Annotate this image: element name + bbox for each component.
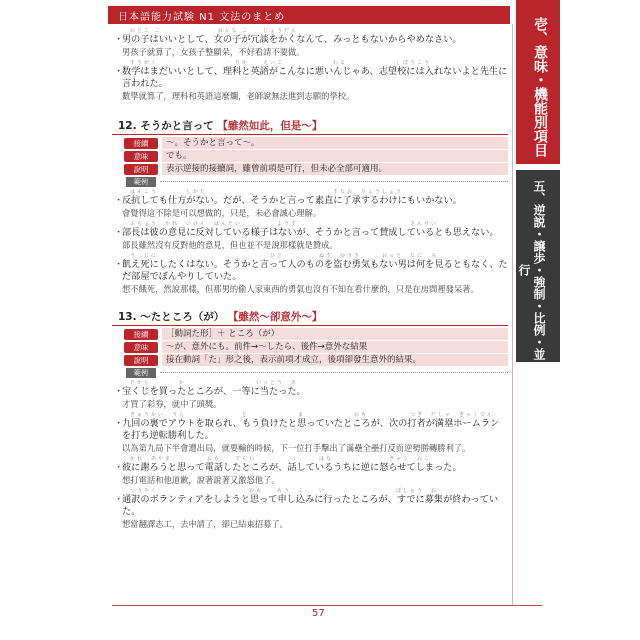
example-jp: 彼に謝ろうと思って電話したところが、話しているうちに逆に怒らせてしまった。 xyxy=(122,462,462,473)
furigana: たから か いっとう あ xyxy=(130,380,299,386)
section-12-meaning: 【雖然如此，但是～】 xyxy=(217,120,323,132)
imi-text: ～が、意外にも。前件→～したら、後件→意外な結果 xyxy=(162,341,508,353)
example-label-row xyxy=(112,176,508,187)
definition-row xyxy=(112,328,508,340)
section-12-definition xyxy=(112,137,508,187)
example-jp: 九回の裏でアウトを取られ、もう負けたと思っていたところが、次の打者が満塁ホームランを打ち逆転勝利した。 xyxy=(122,418,500,441)
example-zh: 部長雖然沒有反對他的意見，但也並不是說那樣就是贊成。 xyxy=(122,240,338,250)
section-13-title xyxy=(112,307,508,326)
bullet-icon: ・ xyxy=(114,494,124,505)
example-zh: 想打電話和他道歉，說著說著又激怒他了。 xyxy=(122,475,280,485)
setsumei-text: 表示逆接的接續詞，雖曾前項是可行，但未必全部可適用。 xyxy=(162,163,508,175)
example-item xyxy=(112,60,508,102)
example-item xyxy=(112,488,508,530)
section-12-title xyxy=(112,116,508,135)
bullet-icon: ・ xyxy=(114,462,124,473)
definition-row xyxy=(112,341,508,353)
definition-row xyxy=(112,137,508,149)
example-item xyxy=(112,189,508,219)
example-label: 範例 xyxy=(126,177,156,187)
example-zh: 想不餓死，然說那樣，但那男的偷人家東西的勇氣也沒有不知在看什麼的，只是在房間裡發呆著。 xyxy=(122,284,479,294)
definition-row xyxy=(112,163,508,175)
side-tab-chapter-text: 壱、意味・機能別項目 xyxy=(532,17,548,157)
example-jp: 宝くじを買ったところが、一等に当たった。 xyxy=(122,386,306,397)
example-zh: 會覺得這不除是可以想做的，只是，未必會誠心理解。 xyxy=(122,208,322,218)
right-rule xyxy=(512,24,513,606)
bullet-icon: ・ xyxy=(114,195,124,206)
setsumei-label: 說明 xyxy=(124,164,158,175)
imi-label: 意味 xyxy=(124,151,158,162)
furigana: ぶちょう かれ いけん はんたい ようす さんせい xyxy=(130,221,439,227)
example-item xyxy=(112,221,508,251)
section-13-definition xyxy=(112,328,508,378)
bullet-icon: ・ xyxy=(114,66,124,77)
imi-text: でも。 xyxy=(162,150,508,162)
furigana: はんこう しかた すなお りょうしょう xyxy=(130,189,404,195)
example-item xyxy=(112,253,508,295)
furigana: つうやく おも もう こ い ぼしゅう お xyxy=(130,488,439,494)
example-jp: 通訳のボランティアをしようと思って申し込みに行ったところが、すでに募集が終わっていた。 xyxy=(122,494,499,517)
bullet-icon: ・ xyxy=(114,34,124,45)
setsumei-text: 接在動詞「た」形之後，表示前項才成立，後項卻發生意外的結果。 xyxy=(162,354,508,366)
setsuzoku-text: ［動詞た形］＋ ところ（が） xyxy=(162,328,508,340)
furigana: う じに ひと ぬす ゆうき おっと なに み xyxy=(130,253,439,259)
side-tab-section-text: 五、逆説・譲歩・強制・比例・並行 xyxy=(517,180,546,360)
dotted-divider xyxy=(160,181,508,182)
bullet-icon: ・ xyxy=(114,227,124,238)
bullet-icon: ・ xyxy=(114,418,124,429)
dotted-divider xyxy=(160,372,508,373)
example-item xyxy=(112,28,508,58)
content xyxy=(112,28,508,530)
header-title: 日本語能力試験 N1 文法のまとめ xyxy=(118,12,286,23)
setsumei-label: 說明 xyxy=(124,355,158,366)
bullet-icon: ・ xyxy=(114,386,124,397)
bottom-rule xyxy=(112,605,542,606)
side-tab-chapter xyxy=(516,0,560,164)
page-number: 57 xyxy=(312,608,325,619)
example-zh: 數學就算了，理科和英語這麼爛，老師說無法進到志願的學校。 xyxy=(122,91,355,101)
example-zh: 才買了彩券，就中了頭獎。 xyxy=(122,399,222,409)
bullet-icon: ・ xyxy=(114,259,124,270)
furigana: きゅうかい うら と ま おも つぎ だしゃ ぎゃくてん xyxy=(130,412,495,418)
furigana: かれ あやま おも でんわ はな ぎゃく おこ xyxy=(130,456,432,462)
example-zh: 想當翻譯志工，去申請了，卻已結束招募了。 xyxy=(122,519,288,529)
imi-label: 意味 xyxy=(124,342,158,353)
example-jp: 反抗しても仕方がない。だが、そうかと言って素直に了承するわけにもいかない。 xyxy=(122,195,462,206)
furigana: すうがく りか えいご わる しぼうこう xyxy=(130,60,432,66)
example-label: 範例 xyxy=(126,368,156,378)
section-12-heading: 12. そうかと言って xyxy=(118,120,214,132)
side-tab-section xyxy=(516,170,560,362)
example-jp: 数学はまだいいとして、理科と英語がこんなに悪いんじゃあ、志望校には入れないよと先生に言われた。 xyxy=(122,66,508,89)
definition-row xyxy=(112,354,508,366)
example-item xyxy=(112,380,508,410)
example-jp: 部長は彼の意見に反対している様子はないが、そうかと言って賛成しているとも思えない。 xyxy=(122,227,499,238)
example-jp: 男の子はいいとして、女の子が冗談をかくなんて、みっともないからやめなさい。 xyxy=(122,34,462,45)
section-13-heading: 13. ～たところ（が） xyxy=(118,311,225,323)
setsuzoku-label: 接續 xyxy=(124,138,158,149)
example-item xyxy=(112,456,508,486)
example-label-row xyxy=(112,367,508,378)
setsuzoku-text: ～。そうかと言って～。 xyxy=(162,137,508,149)
furigana: おとこ こ おんな こ じょうだん xyxy=(130,28,299,34)
setsuzoku-label: 接續 xyxy=(124,329,158,340)
example-jp: 飢え死にしたくはない。そうかと言って人のものを盗む勇気もない男は何を見るともなく、ただ部屋でぼんやりしていた。 xyxy=(122,259,508,282)
section-13-meaning: 【雖然～卻意外～】 xyxy=(227,311,323,323)
example-zh: 以為第九局下半會遭出局，就要輸的時候，下一位打手擊出了滿壘全壘打反而逆勢勝轉勝利了。 xyxy=(122,443,471,453)
example-zh: 男孩子就算了，女孩子整顯朵，不好看請不要做。 xyxy=(122,47,305,57)
definition-row xyxy=(112,150,508,162)
example-item xyxy=(112,412,508,454)
